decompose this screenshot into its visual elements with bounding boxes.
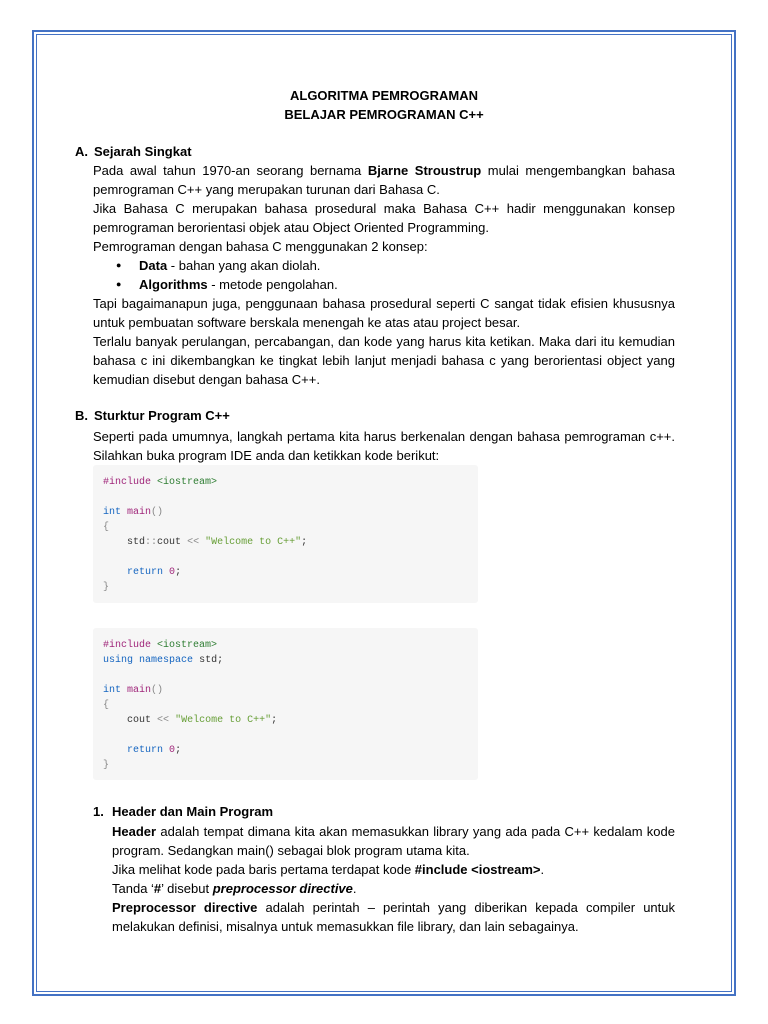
section-a-paragraph-4: Tapi bagaimanapun juga, penggunaan bahasa prosedural seperti C sangat tidak efisien khususnya untuk pembuatan software berskala menengah ke atas atau project besar. (93, 296, 675, 330)
subsection-1-paragraph-2: Jika melihat kode pada baris pertama terdapat kode #include <iostream>. (112, 862, 545, 877)
subsection-1-heading: 1. Header dan Main Program (93, 804, 274, 819)
subsection-1-paragraph-3: Tanda ‘#’ disebut preprocessor directive. (112, 881, 357, 896)
section-b-heading: B. Sturktur Program C++ (75, 408, 230, 423)
subsection-1-paragraph-1: Header adalah tempat dimana kita akan memasukkan library yang ada pada C++ kedalam kode program. Sedangkan main() sebagai blok program utama kita. (112, 824, 675, 858)
list-item: ● Data - bahan yang akan diolah. (116, 256, 338, 275)
doc-title: ALGORITMA PEMROGRAMAN (289, 88, 478, 103)
section-a-heading: A. Sejarah Singkat (75, 144, 192, 159)
subsection-1-paragraph-4: Preprocessor directive adalah perintah – perintah yang diberikan kepada compiler untuk melakukan definisi, misalnya untuk memasukkan file library, dan lain sebagainya. (112, 900, 675, 934)
code-block-1: #include <iostream> int main() { std::cout << "Welcome to C++"; return 0; } (93, 465, 478, 603)
section-b-paragraph-1: Seperti pada umumnya, langkah pertama kita harus berkenalan dengan bahasa pemrograman c++. Silahkan buka program IDE anda dan ketikkan kode berikut: (93, 429, 675, 463)
concept-list (116, 256, 338, 294)
section-a-paragraph-3: Pemrograman dengan bahasa C menggunakan 2 konsep: (93, 239, 428, 254)
section-a-paragraph-5: Terlalu banyak perulangan, percabangan, dan kode yang harus kita ketikan. Maka dari itu kemudian bahasa c ini dikembangkan ke tingkat lebih lanjut menjadi bahasa c yang berorientasi object yang kemudian disebut dengan bahasa C++. (93, 334, 675, 387)
doc-subtitle: BELAJAR PEMROGRAMAN C++ (284, 107, 484, 122)
section-a-paragraph-1: Pada awal tahun 1970-an seorang bernama Bjarne Stroustrup mulai mengembangkan bahasa pemrograman C++ yang merupakan turunan dari Bahasa C. (93, 163, 676, 197)
code-block-2: #include <iostream> using namespace std; int main() { cout << "Welcome to C++"; return 0; } (93, 628, 478, 780)
section-a-paragraph-2: Jika Bahasa C merupakan bahasa prosedural maka Bahasa C++ hadir menggunakan konsep pemrograman berorientasi objek atau Object Oriented Programming. (93, 201, 675, 235)
list-item: ● Algorithms - metode pengolahan. (116, 275, 338, 294)
